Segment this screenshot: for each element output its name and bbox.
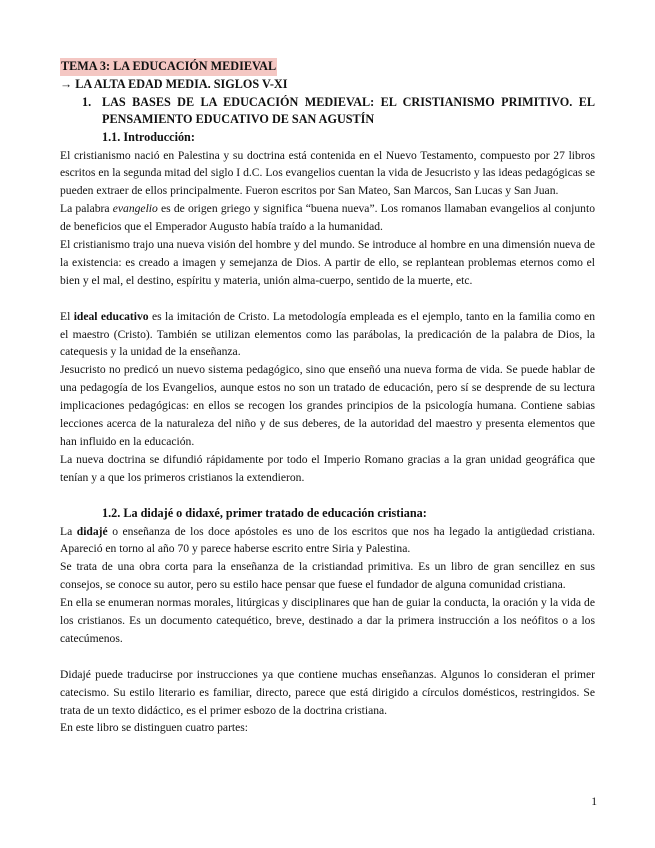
paragraph-4-bold: ideal educativo	[73, 309, 149, 323]
subheading-introduccion: 1.1. Introducción:	[102, 129, 195, 144]
paragraph-7	[60, 523, 595, 559]
paragraph-2	[60, 200, 595, 236]
paragraph-7-bold: didajé	[76, 524, 108, 538]
spacer	[60, 290, 595, 308]
subheading-didaje: 1.2. La didajé o didaxé, primer tratado de educación cristiana:	[102, 505, 427, 520]
numbered-heading-text: LAS BASES DE LA EDUCACIÓN MEDIEVAL: EL CRISTIANISMO PRIMITIVO. EL PENSAMIENTO EDUCATIVO DE SAN AGUSTÍN	[102, 94, 595, 127]
paragraph-8: Se trata de una obra corta para la enseñanza de la cristiandad primitiva. Es un libro de gran sencillez en sus consejos, se conoce su autor, pero su estilo hace pensar que fuese el fundador de alguna comunidad cristiana.	[60, 560, 595, 592]
paragraph-4	[60, 308, 595, 362]
document-title: TEMA 3: LA EDUCACIÓN MEDIEVAL	[60, 58, 277, 76]
paragraph-3: El cristianismo trajo una nueva visión del hombre y del mundo. Se introduce al hombre en una dimensión nueva de la existencia: es creado a imagen y semejanza de Dios. A partir de ello, se replantean problemas eternos como el bien y el mal, el destino, espíritu y materia, unión alma-cuerpo, sentido de la muerte, etc.	[60, 238, 595, 287]
paragraph-6: La nueva doctrina se difundió rápidamente por todo el Imperio Romano gracias a la gran unidad geográfica que tenían y a que los primeros cristianos la extendieron.	[60, 452, 595, 484]
paragraph-2-text-b: es de origen griego y significa “buena nueva”. Los romanos llamaban evangelios al conjunto de beneficios que el Emperador Augusto había traído a la humanidad.	[60, 202, 595, 234]
numbered-heading-number: 1.	[82, 94, 92, 109]
numbered-heading-1	[82, 94, 595, 129]
paragraph-7-text-a: La	[60, 524, 77, 538]
page-number: 1	[591, 795, 597, 808]
paragraph-11: En este libro se distinguen cuatro partes:	[60, 721, 249, 735]
section-heading	[60, 76, 595, 94]
paragraph-4-text-a: El	[60, 309, 74, 323]
paragraph-1: El cristianismo nació en Palestina y su doctrina está contenida en el Nuevo Testamento, compuesto por 27 libros escritos en la segunda mitad del siglo I d.C. Los evangelios cuentan la vida de Jesucristo y las ideas pedagógicas se pueden extraer de ellos principalmente. Fueron escritos por San Mateo, San Marcos, San Lucas y San Juan.	[60, 148, 595, 198]
section-heading-text: LA ALTA EDAD MEDIA. SIGLOS V-XI	[75, 76, 288, 91]
arrow-icon: →	[60, 76, 73, 91]
paragraph-9: En ella se enumeran normas morales, litúrgicas y disciplinares que han de guiar la conducta, la oración y la vida de los cristianos. Es un documento catequético, breve, destinado a dar la primera instrucción a los neófitos o a los catecúmenos.	[60, 596, 595, 645]
spacer	[60, 648, 595, 666]
page-content	[60, 58, 595, 737]
paragraph-5: Jesucristo no predicó un nuevo sistema pedagógico, sino que enseñó una nueva forma de vida. Se puede hablar de una pedagogía de los Evangelios, aunque estos no son un tratado de educación, pero sí se desprende de su lectura implicaciones pedagógicas: en ellos se recogen los grandes principios de la psicología humana. Contiene sabias lecciones acerca de la naturaleza del niño y de sus deberes, de la autoridad del maestro y presenta elementos que han influido en la educación.	[60, 363, 595, 449]
paragraph-2-italic: evangelio	[112, 202, 158, 216]
paragraph-2-text-a: La palabra	[60, 202, 113, 216]
paragraph-7-text-b: o enseñanza de los doce apóstoles es uno de los escritos que nos ha legado la antigüedad cristiana. Apareció en torno al año 70 y parece haberse escrito entre Siria y Palestina.	[60, 524, 595, 556]
spacer	[60, 487, 595, 505]
paragraph-4-text-b: es la imitación de Cristo. La metodología empleada es el ejemplo, tanto en la familia como en el maestro (Cristo). También se utilizan elementos como las parábolas, la predicación de la palabra de Dios, la catequesis y la unidad de la enseñanza.	[60, 309, 595, 359]
paragraph-10: Didajé puede traducirse por instrucciones ya que contiene muchas enseñanzas. Algunos lo consideran el primer catecismo. Su estilo literario es familiar, directo, parece que está dirigido a círculos domésticos, restringidos. Se trata de un texto didáctico, es el primer esbozo de la doctrina cristiana.	[60, 667, 595, 717]
